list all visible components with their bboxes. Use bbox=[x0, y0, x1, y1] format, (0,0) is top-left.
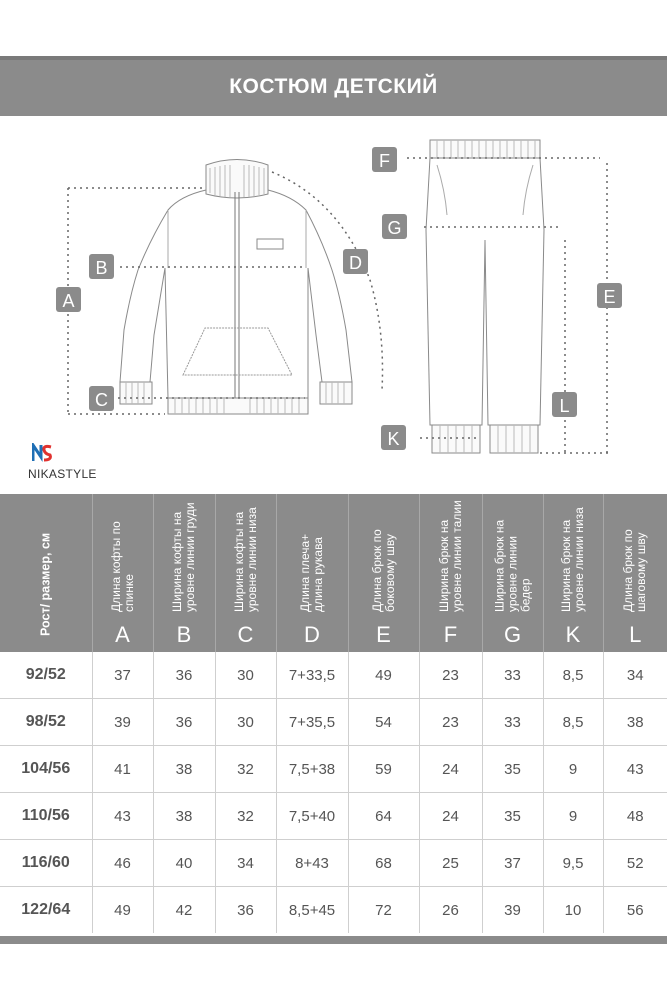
label-k-box bbox=[381, 425, 406, 450]
header-a bbox=[92, 494, 153, 652]
table-cell: 7+33,5 bbox=[276, 652, 348, 699]
table-cell: 48 bbox=[603, 793, 667, 840]
table-header-row bbox=[0, 494, 667, 652]
size-cell: 104/56 bbox=[0, 746, 92, 793]
header-l bbox=[603, 494, 667, 652]
nikastyle-logo-icon bbox=[32, 443, 52, 463]
label-a-box bbox=[56, 287, 81, 312]
size-table bbox=[0, 494, 667, 933]
table-row bbox=[0, 746, 667, 793]
pants-drawing bbox=[426, 140, 544, 453]
table-cell: 38 bbox=[603, 699, 667, 746]
title-bar bbox=[0, 56, 667, 116]
table-cell: 41 bbox=[92, 746, 153, 793]
table-cell: 7,5+38 bbox=[276, 746, 348, 793]
table-cell: 39 bbox=[482, 887, 543, 934]
table-cell: 24 bbox=[419, 793, 482, 840]
table-cell: 38 bbox=[153, 793, 215, 840]
bottom-bar bbox=[0, 936, 667, 944]
svg-text:B: B bbox=[95, 258, 108, 278]
table-cell: 9,5 bbox=[543, 840, 603, 887]
label-d-box bbox=[343, 249, 368, 274]
table-cell: 34 bbox=[215, 840, 276, 887]
table-cell: 8,5 bbox=[543, 699, 603, 746]
page-title: КОСТЮМ ДЕТСКИЙ bbox=[229, 75, 438, 98]
header-letter: B bbox=[176, 622, 192, 647]
table-row bbox=[0, 887, 667, 934]
header-letter: D bbox=[304, 622, 320, 647]
header-letter: A bbox=[115, 622, 130, 647]
size-cell: 110/56 bbox=[0, 793, 92, 840]
table-cell: 23 bbox=[419, 699, 482, 746]
table-cell: 25 bbox=[419, 840, 482, 887]
table-cell: 34 bbox=[603, 652, 667, 699]
table-cell: 46 bbox=[92, 840, 153, 887]
table-cell: 40 bbox=[153, 840, 215, 887]
table-cell: 30 bbox=[215, 652, 276, 699]
table-cell: 54 bbox=[348, 699, 419, 746]
table-cell: 43 bbox=[603, 746, 667, 793]
table-cell: 32 bbox=[215, 746, 276, 793]
header-label: Длина плеча+ длина рукава bbox=[298, 533, 325, 612]
table-cell: 36 bbox=[153, 652, 215, 699]
table-cell: 33 bbox=[482, 699, 543, 746]
brand-name: NIKASTYLE bbox=[28, 467, 97, 481]
label-g-box bbox=[382, 214, 407, 239]
svg-text:L: L bbox=[559, 396, 570, 416]
header-label: Ширина брюк на уровне линии низа bbox=[559, 507, 586, 612]
table-cell: 56 bbox=[626, 901, 644, 919]
svg-text:E: E bbox=[603, 287, 616, 307]
header-label: Ширина брюк на уровне линии талии bbox=[436, 500, 464, 612]
svg-text:G: G bbox=[387, 218, 402, 238]
table-cell: 9 bbox=[543, 746, 603, 793]
table-cell: 42 bbox=[153, 887, 215, 934]
table-cell: 32 bbox=[215, 793, 276, 840]
header-label: Длина брюк по шаговому шву bbox=[621, 529, 649, 612]
header-c bbox=[215, 494, 276, 652]
header-letter: G bbox=[503, 622, 522, 647]
table-cell: 64 bbox=[348, 793, 419, 840]
header-b bbox=[153, 494, 215, 652]
header-label: Рост/ размер, см bbox=[38, 532, 53, 636]
header-label: Ширина брюк на уровне линии бедер bbox=[492, 519, 532, 612]
table-cell: 37 bbox=[482, 840, 543, 887]
table-cell: 38 bbox=[153, 746, 215, 793]
size-cell: 122/64 bbox=[0, 887, 92, 934]
label-b-box bbox=[89, 254, 114, 279]
table-cell: 43 bbox=[92, 793, 153, 840]
table-cell: 59 bbox=[348, 746, 419, 793]
svg-text:K: K bbox=[387, 429, 400, 449]
table-body bbox=[0, 652, 667, 933]
svg-text:F: F bbox=[379, 151, 390, 171]
table-cell: 10 bbox=[543, 887, 603, 934]
measure-lines bbox=[68, 158, 610, 453]
header-k bbox=[543, 494, 603, 652]
header-label: Ширина кофты на уровне линии низа bbox=[231, 507, 259, 612]
table-row bbox=[0, 699, 667, 746]
table-cell: 8+43 bbox=[276, 840, 348, 887]
table-row bbox=[0, 652, 667, 699]
header-label: Длина брюк по боковому шву bbox=[369, 529, 397, 612]
size-cell: 116/60 bbox=[0, 840, 92, 887]
table-cell: 8,5+45 bbox=[276, 887, 348, 934]
size-cell: 92/52 bbox=[0, 652, 92, 699]
svg-text:A: A bbox=[62, 291, 75, 311]
label-f-box bbox=[372, 147, 397, 172]
header-label: Длина кофты по спинке bbox=[108, 521, 136, 612]
table-cell: 39 bbox=[92, 699, 153, 746]
header-letter: L bbox=[629, 622, 642, 647]
table-cell: 37 bbox=[92, 652, 153, 699]
table-cell: 36 bbox=[215, 887, 276, 934]
table-row bbox=[0, 840, 667, 887]
label-e-box bbox=[597, 283, 622, 308]
table-cell: 72 bbox=[348, 887, 419, 934]
jacket-drawing bbox=[120, 160, 352, 415]
table-cell: 24 bbox=[419, 746, 482, 793]
header-e bbox=[348, 494, 419, 652]
table-cell: 7+35,5 bbox=[276, 699, 348, 746]
label-boxes bbox=[56, 147, 622, 450]
table-cell: 33 bbox=[482, 652, 543, 699]
table-cell: 7,5+40 bbox=[276, 793, 348, 840]
table-cell: 36 bbox=[153, 699, 215, 746]
table-cell: 49 bbox=[92, 887, 153, 934]
table-row bbox=[0, 793, 667, 840]
header-label: Ширина кофты на уровне линии груди bbox=[170, 502, 197, 612]
table-cell: 23 bbox=[419, 652, 482, 699]
header-f bbox=[419, 494, 482, 652]
table-cell: 49 bbox=[348, 652, 419, 699]
table-cell: 35 bbox=[482, 793, 543, 840]
label-c-box bbox=[89, 386, 114, 411]
header-letter: K bbox=[565, 622, 581, 647]
svg-text:C: C bbox=[95, 390, 108, 410]
svg-text:D: D bbox=[349, 253, 362, 273]
table-cell: 52 bbox=[603, 840, 667, 887]
garment-diagram bbox=[0, 130, 667, 490]
size-table-wrapper bbox=[0, 494, 667, 933]
table-cell: 68 bbox=[348, 840, 419, 887]
header-size bbox=[0, 494, 92, 652]
header-d bbox=[276, 494, 348, 652]
table-cell: 30 bbox=[215, 699, 276, 746]
table-cell: 8,5 bbox=[543, 652, 603, 699]
label-l-box bbox=[552, 392, 577, 417]
header-letter: E bbox=[376, 622, 391, 647]
header-letter: F bbox=[443, 622, 458, 647]
header-g bbox=[482, 494, 543, 652]
table-cell: 9 bbox=[543, 793, 603, 840]
table-cell: 35 bbox=[482, 746, 543, 793]
table-cell: 26 bbox=[419, 887, 482, 934]
size-cell: 98/52 bbox=[0, 699, 92, 746]
header-letter: C bbox=[237, 622, 254, 647]
